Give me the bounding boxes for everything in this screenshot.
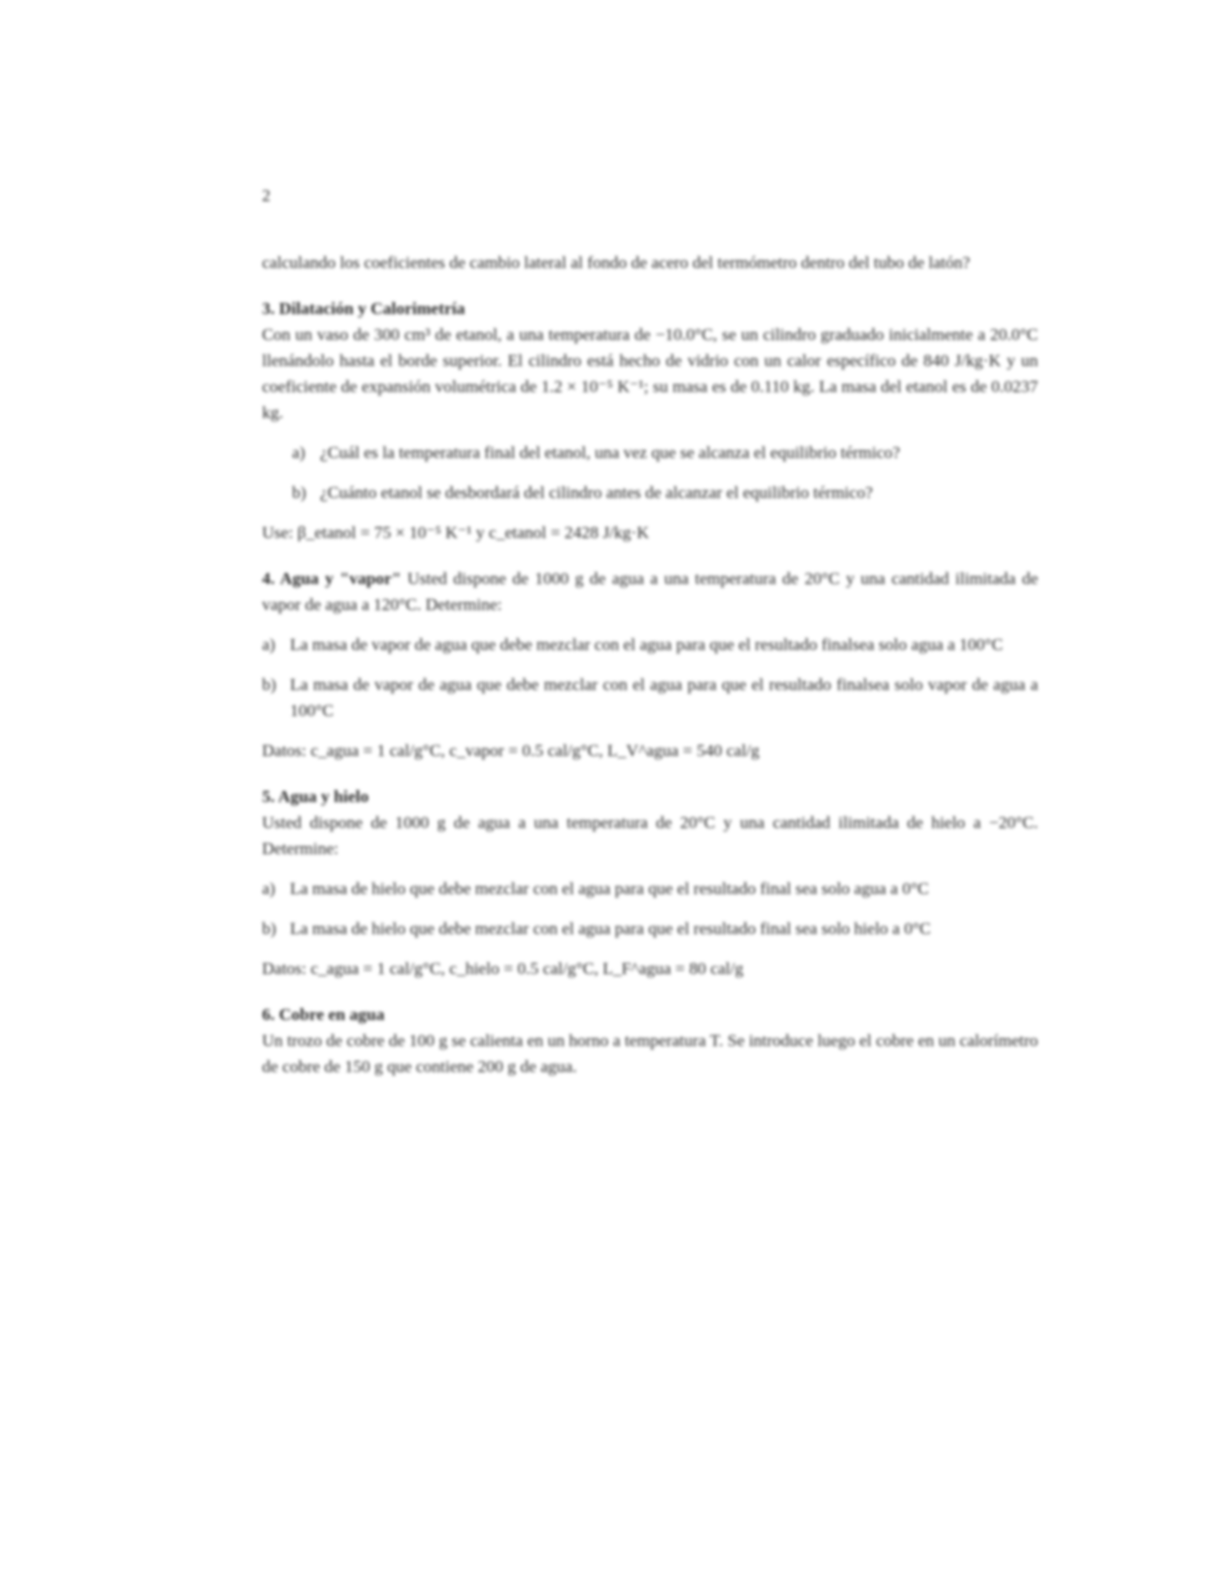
problem-body: Usted dispone de 1000 g de agua a una temperatura de 20°C y una cantidad ilimitada de hielo a −20°C. Determine:	[262, 813, 1038, 858]
problem-heading: 6. Cobre en agua	[262, 1005, 385, 1024]
problem-heading: 3. Dilatación y Calorimetría	[262, 299, 466, 318]
item-text: ¿Cuánto etanol se desbordará del cilindro antes de alcanzar el equilibrio térmico?	[320, 483, 873, 502]
problem-5	[262, 784, 1038, 982]
problem-3	[262, 296, 1038, 546]
item-text: La masa de hielo que debe mezclar con el agua para que el resultado final sea solo hielo a 0°C	[290, 919, 931, 938]
list-item	[262, 632, 1038, 658]
item-text: La masa de hielo que debe mezclar con el agua para que el resultado final sea solo agua a 0°C	[290, 879, 929, 898]
problem-6	[262, 1002, 1038, 1080]
item-marker: a)	[292, 443, 306, 462]
problem-heading: 5. Agua y hielo	[262, 787, 369, 806]
document-page	[262, 186, 1038, 1080]
item-marker: a)	[262, 879, 276, 898]
page-number: 2	[262, 186, 271, 205]
list-item	[262, 672, 1038, 724]
list-item	[262, 876, 1038, 902]
item-text: La masa de vapor de agua que debe mezclar con el agua para que el resultado finalsea solo vapor de agua a 100°C	[290, 675, 1038, 720]
item-marker: b)	[262, 675, 277, 694]
problem-data: Use: β_etanol = 75 × 10⁻⁵ K⁻¹ y c_etanol = 2428 J/kg·K	[262, 523, 649, 542]
intro-paragraph: calculando los coeficientes de cambio lateral al fondo de acero del termómetro dentro del tubo de latón?	[262, 253, 971, 272]
list-item	[262, 916, 1038, 942]
problem-data: Datos: c_agua = 1 cal/g°C, c_hielo = 0.5 cal/g°C, L_F^agua = 80 cal/g	[262, 959, 744, 978]
problem-data: Datos: c_agua = 1 cal/g°C, c_vapor = 0.5 cal/g°C, L_V^agua = 540 cal/g	[262, 741, 760, 760]
problem-4	[262, 566, 1038, 764]
problem-body: Usted dispone de 1000 g de agua a una temperatura de 20°C y una cantidad ilimitada de vapor de agua a 120°C. Determine:	[262, 569, 1039, 614]
item-marker: a)	[262, 635, 276, 654]
problem-body: Con un vaso de 300 cm³ de etanol, a una temperatura de −10.0°C, se un cilindro graduado inicialmente a 20.0°C llenándolo hasta el borde superior. El cilindro está hecho de vidrio con un calor específico de 840 J/kg·K y un coeficiente de expansión volumétrica de 1.2 × 10⁻⁵ K⁻¹; su masa es de 0.110 kg. La masa del etanol es de 0.0237 kg.	[262, 325, 1038, 422]
problem-heading: 4. Agua y "vapor"	[262, 569, 402, 588]
problem-body: Un trozo de cobre de 100 g se calienta en un horno a temperatura T. Se introduce luego el cobre en un calorímetro de cobre de 150 g que contiene 200 g de agua.	[262, 1031, 1038, 1076]
item-marker: b)	[262, 919, 277, 938]
item-text: ¿Cuál es la temperatura final del etanol, una vez que se alcanza el equilibrio térmico?	[320, 443, 901, 462]
list-item	[292, 480, 1038, 506]
item-marker: b)	[292, 483, 307, 502]
list-item	[292, 440, 1038, 466]
item-text: La masa de vapor de agua que debe mezclar con el agua para que el resultado finalsea solo agua a 100°C	[290, 635, 1003, 654]
